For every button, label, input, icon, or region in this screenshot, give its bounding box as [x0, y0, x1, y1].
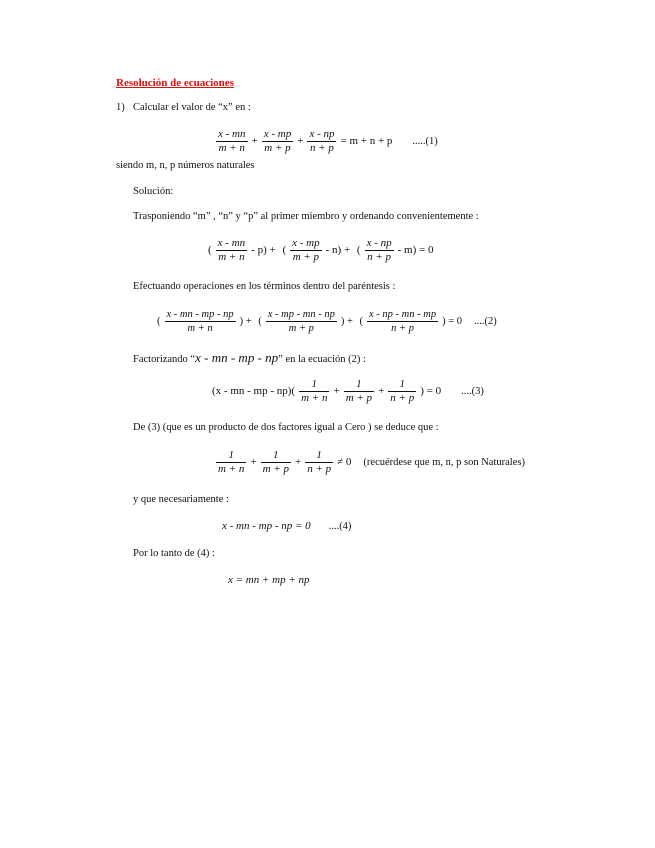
eq2-term3	[365, 237, 394, 264]
step5-text: y que necesariamente :	[133, 494, 229, 505]
fraction-numerator: x - np - mn - mp	[369, 309, 437, 320]
eq2-term2	[290, 237, 322, 264]
fraction-denominator: m + p	[264, 142, 291, 154]
fraction-denominator: n + p	[367, 251, 392, 263]
fraction-denominator: m + n	[187, 323, 213, 334]
open-paren: (	[258, 315, 262, 327]
eq5-factor1	[216, 449, 246, 476]
equation-1	[214, 128, 438, 155]
eq1-term2	[262, 128, 294, 155]
final-result: x = mn + mp + np	[228, 574, 310, 586]
eq3-term2	[266, 308, 337, 335]
open-paren: (	[208, 244, 212, 257]
plus-sign: +	[297, 135, 304, 148]
step1-text: Trasponiendo “m” , “n” y “p” al primer miembro y ordenando convenientemente :	[133, 211, 479, 222]
step3-expression: x - mn - mp - np	[195, 350, 279, 365]
term-tail: ) +	[340, 315, 356, 327]
term-tail: - n) +	[325, 244, 351, 257]
fraction-denominator: m + p	[292, 251, 320, 263]
plus-sign: +	[294, 456, 302, 469]
fraction-denominator: m + p	[262, 463, 289, 475]
term-tail: ) +	[239, 315, 255, 327]
fraction-denominator: n + p	[309, 142, 334, 154]
step6-text: Por lo tanto de (4) :	[133, 548, 215, 559]
equation-ref: ....(4)	[328, 521, 352, 532]
eq1-term1	[216, 128, 248, 155]
eq5-factor2	[261, 449, 291, 476]
fraction-denominator: m + n	[218, 463, 245, 475]
fraction-denominator: n + p	[307, 463, 332, 475]
fraction-numerator: x - mp	[263, 128, 292, 140]
eq4-factor2	[344, 378, 374, 405]
section-title: Resolución de ecuaciones	[116, 77, 234, 89]
equation-transposed	[206, 237, 435, 264]
open-paren: (	[359, 315, 363, 327]
plus-sign: +	[251, 135, 258, 148]
fraction-numerator: 1	[311, 378, 318, 390]
fraction-numerator: x - np	[309, 128, 335, 140]
term-tail: - m) = 0	[397, 244, 434, 257]
equation-4	[222, 520, 351, 532]
fraction-numerator: 1	[399, 378, 405, 390]
plus-sign: +	[250, 456, 257, 469]
fraction-numerator: x - mp - mn - np	[267, 309, 335, 320]
eq2-term1	[216, 237, 248, 264]
eq4-factor3	[388, 378, 416, 405]
fraction-denominator: m + p	[288, 323, 314, 334]
eq1-term3	[307, 128, 336, 155]
eq1-rhs: = m + n + p	[340, 135, 393, 148]
fraction-denominator: m + n	[301, 392, 328, 404]
fraction-denominator: m + p	[345, 392, 373, 404]
equation-3	[210, 378, 484, 405]
not-equal-zero: ≠ 0	[337, 456, 352, 469]
problem-number: 1)	[116, 102, 125, 113]
fraction-numerator: 1	[273, 449, 279, 461]
term-tail: ) = 0	[420, 385, 442, 398]
term-tail: - p) +	[251, 244, 276, 257]
inequality	[214, 449, 525, 476]
eq3-term1	[165, 308, 236, 335]
eq3-term3	[367, 308, 438, 335]
step2-text: Efectuando operaciones en los términos dentro del paréntesis :	[133, 281, 396, 292]
eq5-factor3	[305, 449, 333, 476]
fraction-denominator: n + p	[391, 323, 414, 334]
equation-4-expression: x - mn - mp - np = 0	[222, 520, 311, 532]
solution-label: Solución:	[133, 186, 174, 197]
open-paren: (	[157, 315, 161, 327]
equation-2	[155, 308, 497, 335]
equation-ref: .....(1)	[412, 136, 438, 148]
inequality-note: (recuérdese que m, n, p son Naturales)	[363, 457, 525, 469]
step3-text	[133, 350, 366, 366]
fraction-numerator: x - mn	[217, 237, 246, 249]
fraction-numerator: x - mp	[292, 237, 320, 249]
plus-sign: +	[333, 385, 340, 398]
plus-sign: +	[378, 385, 385, 398]
equation-ref: ....(2)	[474, 315, 497, 327]
fraction-numerator: x - mn	[218, 128, 246, 140]
fraction-numerator: x - mn - mp - np	[166, 309, 234, 320]
fraction-numerator: 1	[356, 378, 362, 390]
fraction-denominator: n + p	[390, 392, 415, 404]
step3-before: Factorizando “	[133, 354, 196, 365]
fraction-numerator: 1	[228, 449, 234, 461]
open-paren: (	[282, 244, 287, 257]
term-tail: ) = 0	[442, 315, 462, 327]
fraction-denominator: m + n	[218, 142, 245, 154]
common-factor: (x - mn - mp - np)(	[212, 385, 296, 398]
equation-ref: ....(3)	[461, 386, 484, 398]
step3-after: ” en la ecuación (2) :	[278, 354, 366, 365]
problem-condition: siendo m, n, p números naturales	[116, 160, 255, 171]
eq4-factor1	[299, 378, 329, 405]
open-paren: (	[356, 244, 361, 257]
fraction-numerator: 1	[316, 449, 322, 461]
fraction-denominator: m + n	[218, 251, 245, 263]
step4-text: De (3) (que es un producto de dos factores igual a Cero ) se deduce que :	[133, 422, 439, 433]
fraction-numerator: x - np	[366, 237, 392, 249]
problem-statement: Calcular el valor de “x” en :	[133, 102, 251, 113]
